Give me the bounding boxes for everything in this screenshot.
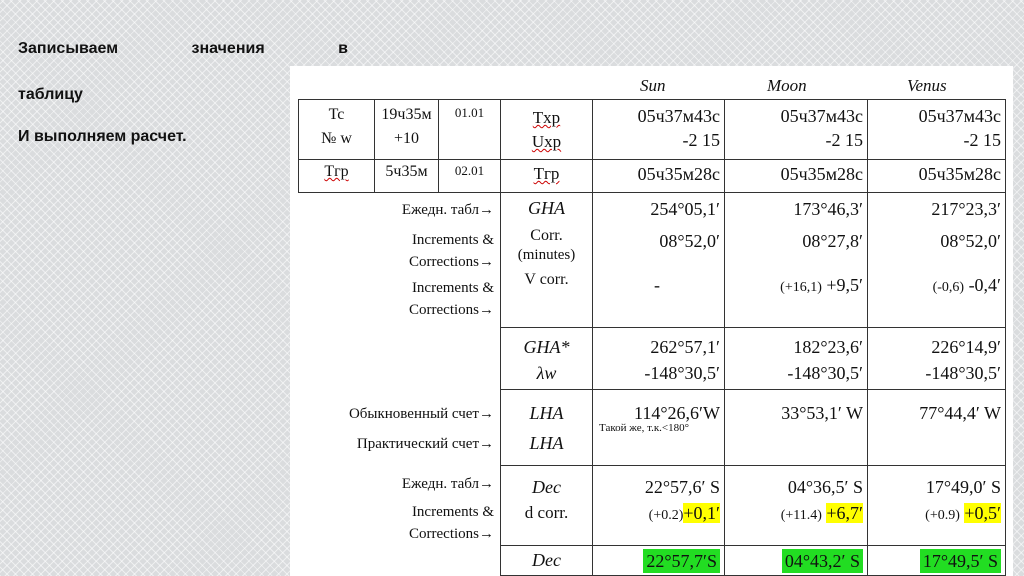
sun-dcorr: +0,1′ (683, 502, 720, 523)
sun-dec-cell (593, 465, 725, 545)
tgr-label-2: Tгр (533, 164, 560, 183)
ezh2-label: Ежедн. табл→ (401, 476, 494, 492)
tgr-label-cell (501, 160, 593, 193)
sun-dec: 22°57,6′ S (644, 476, 720, 497)
gha-label: GHA (528, 198, 565, 218)
date1: 01.01 (454, 105, 485, 120)
corr2-label: Corrections→ (409, 302, 494, 318)
sun-uxp: -2 15 (682, 130, 720, 150)
sun-ghastar-cell (593, 327, 725, 389)
prakt-label: Практический счет→ (356, 436, 494, 452)
tc-time-cell (375, 100, 439, 160)
sun-dec-final-cell (593, 545, 725, 575)
nw-value: +10 (393, 130, 420, 147)
inc1-label: Increments & (411, 232, 494, 248)
venus-vcorr-small: (-0,6) (932, 280, 965, 295)
venus-ghastar-cell (868, 327, 1006, 389)
moon-txp-cell (725, 100, 868, 160)
moon-dec-cell (725, 465, 868, 545)
moon-lha: 33°53,1′ W (725, 389, 868, 465)
lw-label: λw (536, 362, 557, 383)
moon-uxp: -2 15 (825, 130, 863, 150)
sun-vcorr: - (654, 275, 660, 295)
date2: 02.01 (454, 163, 485, 178)
gha-left-labels (299, 193, 501, 328)
inc2-label: Increments & (411, 280, 494, 296)
header-sun: Sun (640, 76, 666, 95)
lha-left-labels (299, 389, 501, 465)
moon-dcorr-line (725, 500, 863, 529)
vcorr-label: V corr. (524, 271, 569, 288)
corr3-label: Corrections→ (409, 526, 494, 542)
venus-txp: 05ч37м43с (918, 106, 1001, 126)
venus-gha: 217°23,3′ (931, 199, 1001, 219)
corr-min-label-2: (minutes) (517, 247, 576, 263)
sun-tgr: 05ч35м28с (593, 160, 725, 193)
calculation-table-panel (290, 66, 1013, 576)
obykn-label: Обыкновенный счет→ (348, 406, 494, 422)
txp-label-cell (501, 100, 593, 160)
header-venus: Venus (907, 76, 947, 95)
dcorr-label: d corr. (524, 502, 569, 522)
ghastar-label-cell (501, 327, 593, 389)
tgr-time: 5ч35м (385, 163, 428, 180)
venus-dcorr: +0,5′ (964, 502, 1001, 523)
venus-dec-final: 17°49,5′ S (920, 549, 1001, 573)
tgr-label: Tгр (324, 163, 349, 180)
tc-cell (299, 100, 375, 160)
ghastar-label: GHA* (523, 336, 570, 357)
corr-min-label: Corr. (530, 227, 563, 244)
dec-final-label: Dec (532, 549, 561, 570)
moon-txp: 05ч37м43с (780, 106, 863, 126)
moon-corr: 08°27,8′ (802, 231, 863, 251)
sun-lha-cell (593, 389, 725, 465)
slide-word-1: Записываем (18, 40, 119, 57)
slide-word-2: значения (191, 40, 265, 57)
dec-label-cell (501, 465, 593, 545)
moon-gha: 173°46,3′ (793, 199, 863, 219)
uxp-label: Uхр (531, 132, 562, 151)
date1-cell (439, 100, 501, 160)
venus-dec: 17°49,0′ S (925, 476, 1001, 497)
slide-line-1 (18, 40, 348, 58)
moon-dec-final: 04°43,2′ S (782, 549, 863, 573)
header-moon: Moon (767, 76, 807, 95)
venus-corr: 08°52,0′ (940, 231, 1001, 251)
dec-label: Dec (532, 476, 561, 497)
dec-final-spacer (299, 545, 501, 575)
ghastar-spacer (299, 327, 501, 389)
venus-tgr: 05ч35м28с (868, 160, 1006, 193)
tc-label: Tc (328, 106, 345, 123)
calculation-table (298, 99, 1006, 576)
nw-label: № w (321, 130, 352, 147)
moon-dcorr: +6,7′ (826, 502, 863, 523)
dec-final-label-cell (501, 545, 593, 575)
ezh1-label: Ежедн. табл→ (401, 202, 494, 218)
lha-label-cell (501, 389, 593, 465)
venus-vcorr: -0,4′ (968, 275, 1001, 295)
moon-ghastar: 182°23,6′ (793, 336, 863, 357)
sun-dcorr-small: (+0.2) (648, 507, 684, 523)
sun-dcorr-line (593, 500, 720, 529)
sun-txp: 05ч37м43с (637, 106, 720, 126)
slide-line-2: таблицу (18, 86, 83, 103)
venus-gha-cell (868, 193, 1006, 328)
lha-label: LHA (529, 402, 564, 423)
sun-txp-cell (593, 100, 725, 160)
moon-vcorr-line (725, 273, 863, 300)
sun-ghastar: 262°57,1′ (650, 336, 720, 357)
dec-left-labels (299, 465, 501, 545)
moon-vcorr-small: (+16,1) (780, 280, 822, 295)
moon-ghastar-cell (725, 327, 868, 389)
moon-tgr: 05ч35м28с (725, 160, 868, 193)
venus-dcorr-small: (+0.9) (925, 507, 960, 523)
moon-vcorr: +9,5′ (826, 275, 863, 295)
sun-lw: -148°30,5′ (644, 362, 720, 383)
tc-time: 19ч35м (381, 106, 432, 123)
sun-gha-cell (593, 193, 725, 328)
sun-corr: 08°52,0′ (659, 231, 720, 251)
tgr-time-cell (375, 160, 439, 193)
venus-vcorr-line (868, 273, 1001, 300)
venus-dcorr-line (868, 500, 1001, 529)
gha-label-cell (501, 193, 593, 328)
corr1-label: Corrections→ (409, 254, 494, 270)
venus-dec-cell (868, 465, 1006, 545)
lha2-label: LHA (529, 432, 564, 453)
venus-dec-final-cell (868, 545, 1006, 575)
txp-label: Tхр (532, 108, 561, 127)
venus-lw: -148°30,5′ (925, 362, 1001, 383)
moon-lw: -148°30,5′ (787, 362, 863, 383)
sun-dec-final: 22°57,7′S (643, 549, 720, 573)
venus-ghastar: 226°14,9′ (931, 336, 1001, 357)
date2-cell (439, 160, 501, 193)
moon-dec-final-cell (725, 545, 868, 575)
venus-txp-cell (868, 100, 1006, 160)
moon-dec: 04°36,5′ S (787, 476, 863, 497)
moon-dcorr-small: (+11.4) (780, 507, 822, 523)
tgr-cell (299, 160, 375, 193)
venus-lha: 77°44,4′ W (868, 389, 1006, 465)
slide-line-3: И выполняем расчет. (18, 128, 187, 145)
slide-word-3: в (338, 40, 348, 57)
inc3-label: Increments & (411, 504, 494, 520)
moon-gha-cell (725, 193, 868, 328)
sun-gha: 254°05,1′ (650, 199, 720, 219)
lha2-note: Такой же, т.к.<180° (599, 421, 690, 434)
sun-lha: 114°26,6′W (634, 402, 720, 423)
venus-uxp: -2 15 (963, 130, 1001, 150)
